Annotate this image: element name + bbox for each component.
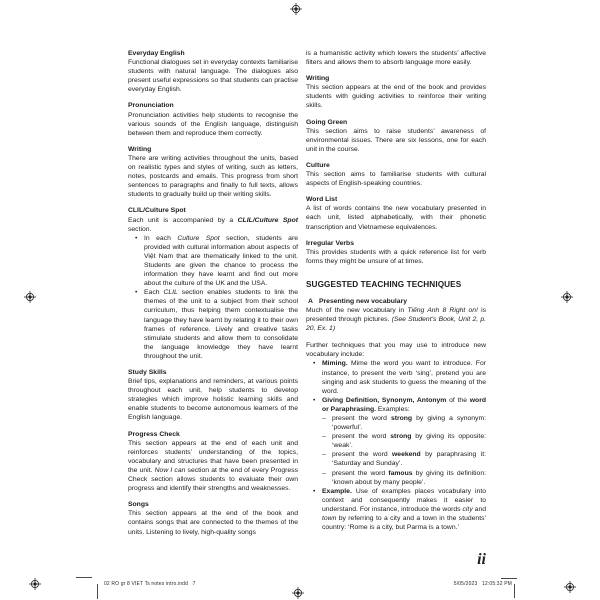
text-segment: is presented through pictures. [306,306,486,324]
subsection-title-text: Presenting new vocabulary [319,297,408,305]
registration-mark-bottom-center-icon [292,587,304,599]
text-segment: CLIL/Culture Spot [237,216,298,224]
text-segment: section, students are provided with cultural information about aspects of Việt Nam that are thematically linked to the unit. Students are given the chance to process the information they have learnt and find out more about the culture of the UK and the USA. [144,234,299,288]
text-segment: by giving its opposite: ‘weak’. [332,433,486,450]
bullet-icon: • [135,289,138,297]
dash-icon: – [322,469,326,477]
paragraph: This provides students with a quick reference list for verb forms they might be unsure of at times. [306,248,486,265]
paragraph: A list of words contains the new vocabulary presented in each unit, listed alphabetically, with their phonetic transcription and Vietnamese equivalences. [306,205,486,231]
text-segment: present the word [332,433,391,441]
paragraph: Further techniques that you may use to introduce new vocabulary include: [306,342,486,359]
text-segment: section enables students to link the themes of the unit to a subject from their school curriculum, thus helping them contextualise the language they have learnt by relating it to their own frames of reference. Lively and creative tasks stimulate students and allow them to consolidate the language knowledge they have learnt throughout the unit. [144,289,298,360]
dash-icon: – [322,451,326,459]
section-heading: Songs [128,501,149,509]
bullet-icon: • [313,360,316,368]
text-segment: This section appears at the end of each unit and reinforces students’ understanding of the topics, vocabulary and structures that have been presented in the unit. [128,439,298,474]
text-segment: Much of the new vocabulary in [306,306,408,314]
paragraph: This section appears at the end of the book and contains songs that are connected to the themes of the units. Listening to lively, high-quality songs [128,510,298,536]
dash-item [306,432,486,450]
section-heading: Progress Check [128,430,180,438]
section-heading: Writing [128,145,152,153]
registration-mark-right-icon [561,291,573,303]
bullet-icon: • [313,396,316,404]
footer-timestamp: 5/05/2023 12:05:32 PM [453,581,512,587]
text-segment: present the word [332,451,392,459]
bullet-icon: • [135,234,138,242]
text-segment: town [322,515,337,523]
trim-mark [76,577,92,578]
text-segment: (See Student’s Book, Unit 2, p. 20, Ex. 1) [306,316,486,333]
subsection-heading [306,297,486,306]
text-segment: strong [390,415,413,422]
text-segment: section at the end of every Progress Check section allows students to evaluate their own progress and identify their strengths and weaknesses. [128,466,298,493]
text-segment: Giving Definition, Synonym, Antonym [322,396,447,404]
dash-text [332,414,486,432]
text-segment: and [472,505,487,513]
section-heading: Everyday English [128,50,185,57]
trim-mark [514,584,515,598]
text-segment: CLIL [163,289,178,297]
text-segment: Example. [322,487,352,495]
paragraph [306,306,486,333]
text-segment: Tiếng Anh 8 Right on! [407,306,478,314]
text-segment: Now I can [154,466,186,474]
registration-mark-bottom-left-icon [29,578,41,590]
bullet-text [322,396,486,414]
dash-text [332,469,486,487]
major-section-title: SUGGESTED TEACHING TECHNIQUES [306,279,462,289]
footer-filename: 02 RO gr 8 VIET Ts notes intro.indd 7 [104,581,196,587]
text-segment: Each unit is accompanied by a [128,216,238,224]
paragraph: This section aims to raise students’ awareness of environmental issues. There are six lessons, one for each unit in the course. [306,127,486,153]
section-heading: Irregular Verbs [306,239,354,247]
text-segment: Use of examples places vocabulary into context and consequently makes it easier to understand. For instance, introduce the words [322,487,486,513]
text-segment: of the [446,396,470,404]
text-segment: present the word [332,415,391,422]
right-column [306,49,486,532]
text-segment: by paraphrasing it: ‘Saturday and Sunday’. [332,451,486,468]
paragraph: This section appears at the end of the book and provides students with guiding activities to reinforce their writing skills. [306,84,486,110]
text-segment: city [462,505,473,513]
dash-icon: – [322,433,326,441]
text-segment: present the word [332,469,389,477]
text-segment: section. [128,225,152,233]
page-number: ii [477,551,486,568]
section-heading: Going Green [306,118,348,126]
registration-mark-top-icon [290,3,302,15]
section-heading: Pronunciation [128,102,174,110]
paragraph: There are writing activities throughout the units, based on realistic types and styles of writing, such as letters, notes, postcards and emails. This progress from short sentences to paragraphs and finally to full texts, allows students to gradually build up their writing skills. [128,154,298,199]
dash-text [332,432,486,450]
dash-item [306,414,486,432]
trim-mark [97,584,98,599]
bullet-item [306,359,486,395]
text-segment: Examples: [376,405,410,413]
section-heading: Study Skills [128,369,167,376]
dash-item [306,469,486,487]
section-heading: Culture [306,161,330,169]
bullet-text [144,288,298,361]
paragraph: is a humanistic activity which lowers the students’ affective filters and allows them to absorb language more easily. [306,50,486,67]
registration-mark-left-icon [24,291,36,303]
section-heading: CLIL/Culture Spot [128,207,186,215]
text-segment: In each [144,234,178,242]
section-heading: Writing [306,75,330,83]
text-segment: word or Paraphrasing. [322,396,486,413]
text-segment: Each [144,289,164,297]
text-segment: Culture Spot [177,234,220,242]
bullet-item [128,288,298,361]
bullet-icon: • [313,487,316,495]
paragraph: Pronunciation activities help students to recognise the various sounds of the English language, distinguish between them and reproduce them correctly. [128,111,298,137]
text-segment: Mime the word you want to introduce. For instance, to present the verb ‘sing’, pretend you are singing and ask students to guess the meaning of the word. [322,360,486,395]
bullet-text [144,234,298,289]
text-segment: famous [388,469,413,477]
bullet-list [306,359,486,532]
paragraph: This section aims to familiarise students with cultural aspects of English-speaking countries. [306,171,486,188]
text-segment: Miming. [322,360,348,368]
paragraph [128,216,298,234]
text-segment: by referring to a city and a town in the students’ country: ‘Rome is a city, but Parma is a town.’ [322,515,486,532]
trim-mark [501,578,517,579]
bullet-text [322,359,486,395]
paragraph [128,439,298,494]
dash-icon: – [322,415,326,422]
bullet-item [306,487,486,532]
paragraph: Brief tips, explanations and reminders, at various points throughout each unit, help students to develop strategies which improve holistic learning skills and enable students to become autonomous learners of the English language. [128,378,298,422]
paragraph: Functional dialogues set in everyday contexts familiarise students with natural language. The dialogues also present useful expressions so that students can practise everyday English. [128,59,298,94]
left-column [128,49,298,537]
dash-item [306,450,486,468]
text-segment: by giving its definition: ‘known about by many people’. [332,469,486,486]
bullet-item [306,396,486,414]
bullet-list [128,234,298,361]
text-segment: by giving a synonym: ‘powerful’. [332,415,486,432]
subsection-label: A [308,297,313,305]
bullet-item [128,234,298,289]
text-segment: weekend [392,451,421,459]
bullet-text [322,487,486,532]
text-segment: strong [390,433,412,441]
dash-text [332,450,486,468]
registration-mark-bottom-right-icon [564,581,576,593]
section-heading: Word List [306,196,338,204]
